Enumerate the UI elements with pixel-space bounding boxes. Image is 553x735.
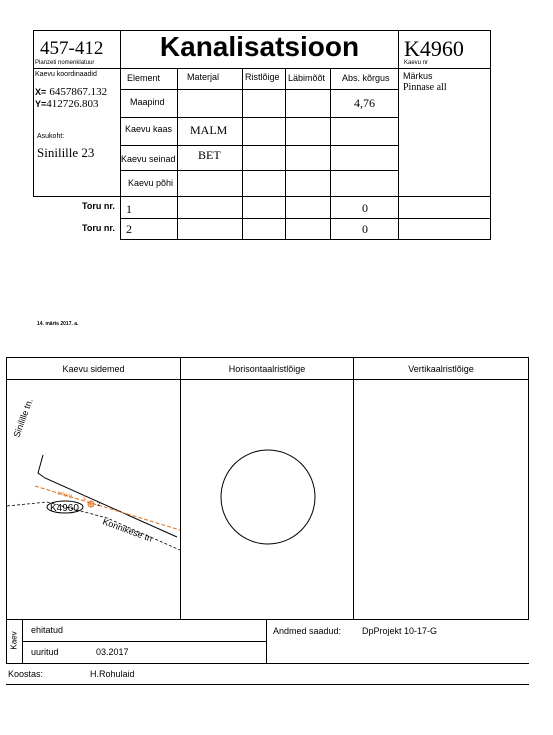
horizontal-section-drawing bbox=[181, 380, 353, 619]
author-value: H.Rohulaid bbox=[90, 669, 135, 679]
surveyed-label: uuritud bbox=[31, 647, 59, 657]
coord-y-label: Y= bbox=[35, 99, 47, 109]
col-cross: Ristlõige bbox=[245, 72, 280, 82]
pipe-number-label-2: 2 bbox=[97, 502, 101, 508]
location-value: Sinilille 23 bbox=[37, 145, 95, 160]
row-material: BET bbox=[198, 148, 221, 162]
data-from-label: Andmed saadud: bbox=[273, 626, 342, 636]
row-element: Kaevu põhi bbox=[128, 178, 174, 188]
remarks-value: Pinnase all bbox=[403, 82, 447, 93]
coord-x-label: X= bbox=[35, 87, 47, 97]
street-name: Konnikese tn bbox=[101, 516, 154, 544]
col-abs-height: Abs. kõrgus bbox=[342, 73, 390, 83]
well-label: K4960 bbox=[50, 503, 79, 514]
pipe-number: 1 bbox=[126, 202, 132, 216]
coord-y bbox=[35, 98, 99, 110]
section-horizontal-title: Horisontaalristlõige bbox=[228, 364, 306, 374]
surveyed-value: 03.2017 bbox=[96, 647, 129, 657]
street-boundary-dashed bbox=[7, 502, 180, 550]
row-abs-height: 4,76 bbox=[354, 96, 375, 110]
coord-x-value: 6457867.132 bbox=[49, 86, 108, 98]
pipe-label: orient bbox=[56, 490, 73, 501]
coords-label: Kaevu koordinaadid bbox=[35, 71, 97, 78]
well-number: K4960 bbox=[404, 36, 464, 61]
pipe-number-label: 1 bbox=[83, 496, 87, 502]
row-element: Maapind bbox=[130, 97, 165, 107]
coord-y-value: 412726.803 bbox=[46, 98, 99, 110]
page-title: Kanalisatsioon bbox=[159, 31, 360, 62]
well-cross-section-circle bbox=[221, 450, 315, 544]
built-label: ehitatud bbox=[31, 625, 64, 635]
pipe-abs-height: 0 bbox=[362, 222, 368, 236]
col-element: Element bbox=[127, 73, 161, 83]
author-label: Koostas: bbox=[8, 669, 44, 679]
footer-side-label: Kaev bbox=[9, 631, 19, 650]
street-name: Sinilille tn. bbox=[11, 397, 35, 439]
data-from-value: DpProjekt 10-17-G bbox=[362, 626, 438, 636]
col-remarks: Märkus bbox=[403, 71, 433, 81]
well-number-label: Kaevu nr bbox=[404, 60, 429, 66]
section-ties-title: Kaevu sidemed bbox=[62, 364, 125, 374]
pipe-label: Toru nr. bbox=[82, 201, 115, 211]
row-element: Kaevu seinad bbox=[121, 154, 176, 164]
nomenclature: 457-412 bbox=[40, 38, 104, 59]
row-element: Kaevu kaas bbox=[125, 124, 173, 134]
pipe-label: Toru nr. bbox=[82, 223, 115, 233]
section-vertical-title: Vertikaalristlõige bbox=[408, 364, 474, 374]
site-plan-sketch bbox=[7, 380, 180, 619]
pipe-number: 2 bbox=[126, 222, 132, 236]
document-date: 14. märts 2017. a. bbox=[37, 321, 79, 327]
col-diameter: Läbimõõt bbox=[288, 73, 326, 83]
col-material: Materjal bbox=[187, 72, 220, 82]
pipe-abs-height: 0 bbox=[362, 201, 368, 215]
row-material: MALM bbox=[190, 123, 228, 137]
location-label: Asukoht: bbox=[37, 133, 65, 140]
nomenclature-label: Planzeti nomenklatuur bbox=[35, 60, 95, 66]
coord-x bbox=[35, 86, 107, 98]
